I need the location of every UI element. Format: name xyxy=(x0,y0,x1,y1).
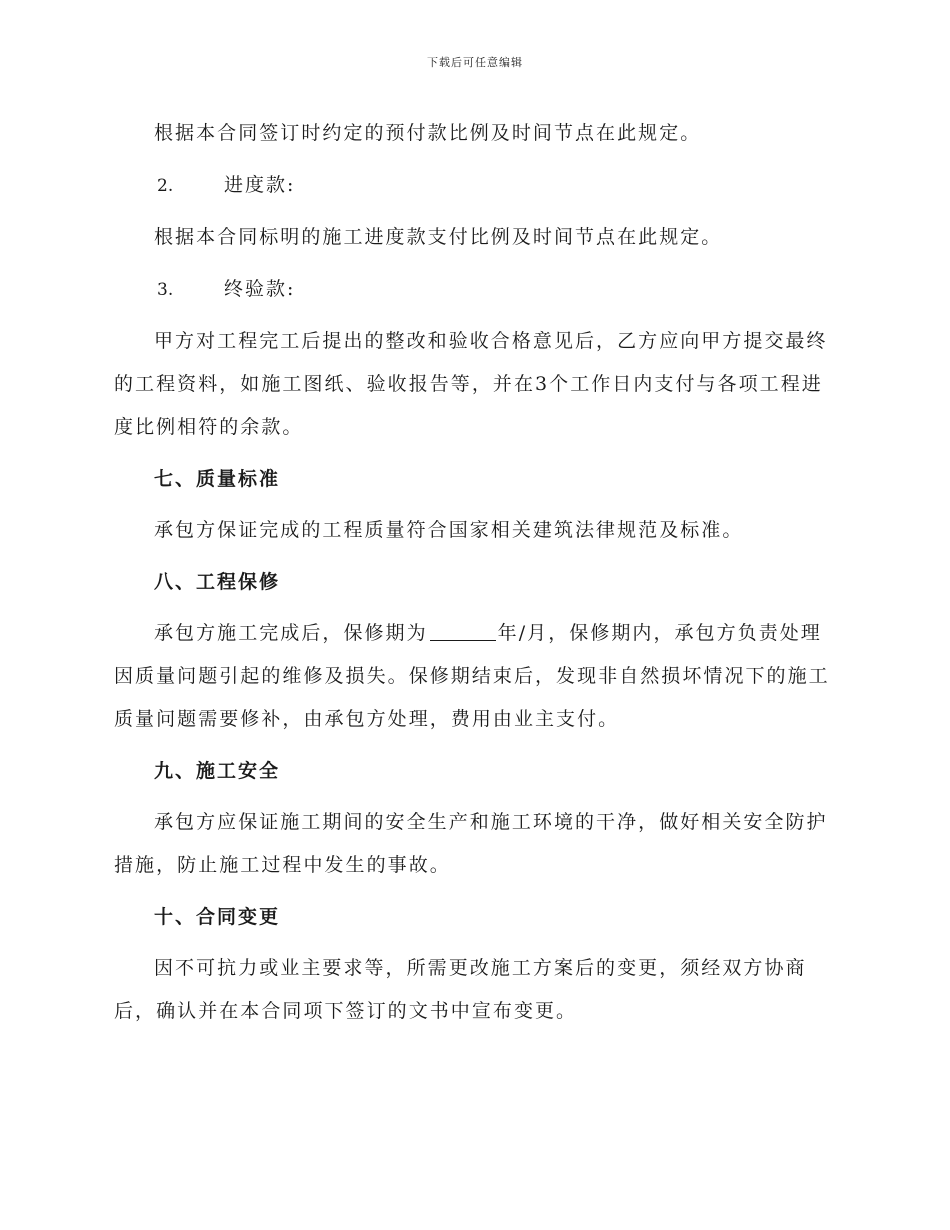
section-heading-quality: 七、质量标准 xyxy=(154,467,281,490)
document-body xyxy=(114,112,834,1042)
section-heading-safety: 九、施工安全 xyxy=(154,759,281,782)
warranty-paragraph xyxy=(114,612,834,741)
list-item-final-payment xyxy=(114,268,834,312)
list-label: 终验款: xyxy=(224,277,296,300)
quality-paragraph: 承包方保证完成的工程质量符合国家相关建筑法律规范及标准。 xyxy=(154,519,744,541)
section-heading-warranty: 八、工程保修 xyxy=(154,570,281,593)
prepayment-paragraph: 根据本合同签订时约定的预付款比例及时间节点在此规定。 xyxy=(154,122,702,144)
warranty-text-after: 年/月，保修期内，承包方负责处理因质量问题引起的维修及损失。保修期结束后，发现非自然损坏情况下的施工质量问题需要修补，由承包方处理，费用由业主支付。 xyxy=(114,622,830,730)
warranty-text-before: 承包方施工完成后，保修期为 xyxy=(154,622,428,644)
contract-change-paragraph: 因不可抗力或业主要求等，所需更改施工方案后的变更，须经双方协商后，确认并在本合同项下签订的文书中宣布变更。 xyxy=(114,957,807,1022)
list-number: 3. xyxy=(157,279,174,300)
list-number: 2. xyxy=(157,175,174,196)
list-item-progress-payment xyxy=(114,164,834,208)
progress-payment-paragraph: 根据本合同标明的施工进度款支付比例及时间节点在此规定。 xyxy=(154,226,723,248)
list-label: 进度款: xyxy=(224,173,296,196)
safety-paragraph: 承包方应保证施工期间的安全生产和施工环境的干净，做好相关安全防护措施，防止施工过程中发生的事故。 xyxy=(114,811,828,876)
final-payment-paragraph: 甲方对工程完工后提出的整改和验收合格意见后，乙方应向甲方提交最终的工程资料，如施工图纸、验收报告等，并在3个工作日内支付与各项工程进度比例相符的余款。 xyxy=(114,330,828,438)
page-header: 下载后可任意编辑 xyxy=(427,56,523,69)
section-heading-contract-change: 十、合同变更 xyxy=(154,905,281,928)
warranty-period-blank xyxy=(430,618,496,641)
